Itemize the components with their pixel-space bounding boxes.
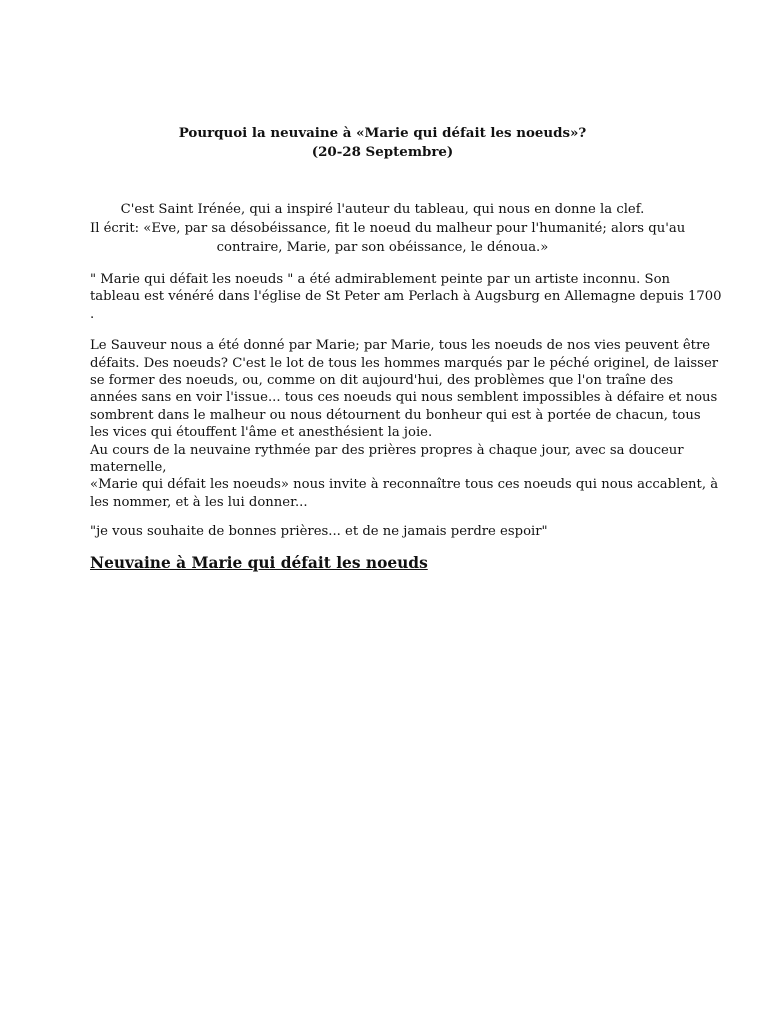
paragraph-line: " Marie qui défait les noeuds " a été admirablement peinte par un artiste inconnu. Son [90, 272, 671, 287]
paragraph-line: "je vous souhaite de bonnes prières... et de ne jamais perdre espoir" [90, 524, 548, 540]
paragraph-line: «Marie qui défait les noeuds» nous invite à reconnaître tous ces noeuds qui nous accablent, à [90, 477, 719, 493]
paragraph-sauveur [90, 337, 719, 511]
title-line-2: (20-28 Septembre) [311, 144, 454, 160]
paragraph-line: les nommer, et à les lui donner... [90, 494, 308, 510]
title-line-1: Pourquoi la neuvaine à «Marie qui défait les noeuds»? [178, 125, 587, 141]
paragraph-line: années sans en voir l'issue... tous ces noeuds qui nous semblent impossibles à défaire et nous [90, 390, 718, 406]
section-heading: Neuvaine à Marie qui défait les noeuds [90, 553, 428, 572]
paragraph-line: . [90, 306, 95, 322]
intro-line: Il écrit: «Eve, par sa désobéissance, fit le noeud du malheur pour l'humanité; alors qu'au [90, 221, 686, 236]
paragraph-painting [90, 271, 722, 323]
paragraph-line: Le Sauveur nous a été donné par Marie; par Marie, tous les noeuds de nos vies peuvent être [90, 338, 711, 354]
paragraph-line: se former des noeuds, ou, comme on dit aujourd'hui, des problèmes que l'on traîne des [90, 373, 674, 389]
paragraph-line: maternelle, [90, 460, 167, 476]
paragraph-line: les vices qui étouffent l'âme et anesthésient la joie. [90, 425, 433, 441]
paragraph-line: défaits. Des noeuds? C'est le lot de tous les hommes marqués par le péché originel, de laisser [90, 355, 719, 371]
paragraph-line: tableau est vénéré dans l'église de St Peter am Perlach à Augsburg en Allemagne depuis 1700 [90, 289, 722, 305]
paragraph-wish [90, 523, 675, 540]
document-page [90, 124, 722, 573]
paragraph-line: Au cours de la neuvaine rythmée par des prières propres à chaque jour, avec sa douceur [90, 442, 684, 458]
intro-paragraph [90, 200, 686, 257]
intro-line: contraire, Marie, par son obéissance, le dénoua.» [216, 240, 549, 255]
intro-line: C'est Saint Irénée, qui a inspiré l'auteur du tableau, qui nous en donne la clef. [120, 202, 645, 217]
document-title [90, 124, 675, 162]
paragraph-line: sombrent dans le malheur ou nous détournent du bonheur qui est à portée de chacun, tous [90, 407, 701, 423]
